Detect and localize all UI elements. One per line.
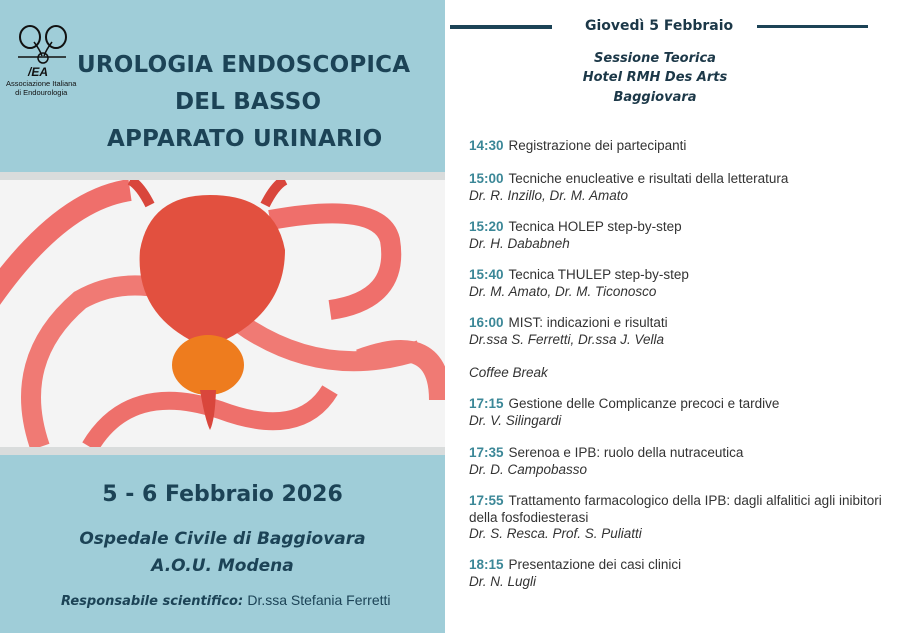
event-title-line3: APPARATO URINARIO <box>107 126 383 152</box>
venue-city: A.O.U. Modena <box>151 556 294 576</box>
program-item <box>469 171 889 204</box>
cover-panel <box>0 0 445 633</box>
program-speakers: Dr.ssa S. Ferretti, Dr.ssa J. Vella <box>469 331 665 347</box>
program-speakers: Coffee Break <box>469 365 548 380</box>
program-title: Serenoa e IPB: ruolo della nutraceutica <box>508 445 744 460</box>
event-title-line1: UROLOGIA ENDOSCOPICA <box>77 52 411 78</box>
program-title: Gestione delle Complicanze precoci e tardive <box>508 396 780 411</box>
program-title: Tecniche enucleative e risultati della letteratura <box>508 171 789 186</box>
session-venue: Hotel RMH Des Arts <box>582 70 728 85</box>
program-title: Registrazione dei partecipanti <box>508 138 687 153</box>
program-time: 15:40 <box>469 267 504 282</box>
scientific-lead: Responsabile scientifico: Dr.ssa Stefania Ferretti <box>61 592 391 609</box>
program-title: Presentazione dei casi clinici <box>508 557 682 572</box>
program-title: Tecnica THULEP step-by-step <box>508 267 689 282</box>
day-heading: Giovedì 5 Febbraio <box>585 18 734 34</box>
program-speakers: Dr. V. Silingardi <box>469 412 562 428</box>
program-title: Trattamento farmacologico della IPB: dagli alfalitici agli inibitori della fosfodiesterasi <box>469 493 882 525</box>
program-speakers: Dr. D. Campobasso <box>469 461 588 477</box>
logo-caption: Associazione Italiana di Endourologia <box>6 79 77 97</box>
event-title-line2: DEL BASSO <box>175 89 322 115</box>
svg-text:/EA: /EA <box>28 65 49 78</box>
program-speakers: Dr. R. Inzillo, Dr. M. Amato <box>469 187 629 203</box>
program-time: 15:00 <box>469 171 504 186</box>
program-time: 15:20 <box>469 219 504 234</box>
program-item <box>469 219 889 252</box>
program-time: 16:00 <box>469 315 504 330</box>
divider <box>0 172 445 180</box>
program-title: Tecnica HOLEP step-by-step <box>508 219 682 234</box>
header-rule-right <box>757 25 868 28</box>
program-speakers: Dr. M. Amato, Dr. M. Ticonosco <box>469 283 657 299</box>
session-type: Sessione Teorica <box>594 51 716 66</box>
event-dates: 5 - 6 Febbraio 2026 <box>102 482 343 507</box>
program-time: 17:15 <box>469 396 504 411</box>
iea-logo-icon <box>16 24 72 78</box>
program-item <box>469 267 889 300</box>
divider <box>0 447 445 455</box>
program-item <box>469 138 889 155</box>
program-speakers: Dr. N. Lugli <box>469 573 537 589</box>
program-title: MIST: indicazioni e risultati <box>508 315 668 330</box>
venue-name: Ospedale Civile di Baggiovara <box>79 529 366 549</box>
program-item <box>469 445 889 478</box>
header-rule-left <box>450 25 552 29</box>
bladder-illustration <box>0 180 445 447</box>
program-speakers: Dr. S. Resca. Prof. S. Puliatti <box>469 526 642 541</box>
program-item <box>469 557 889 590</box>
program-time: 17:55 <box>469 493 504 508</box>
program-time: 18:15 <box>469 557 504 572</box>
program-item <box>469 493 889 543</box>
program-time: 17:35 <box>469 445 504 460</box>
program-item <box>469 365 889 382</box>
program-speakers: Dr. H. Dababneh <box>469 235 570 251</box>
session-city: Baggiovara <box>613 90 697 105</box>
program-item <box>469 315 889 348</box>
program-time: 14:30 <box>469 138 504 153</box>
program-item <box>469 396 889 429</box>
